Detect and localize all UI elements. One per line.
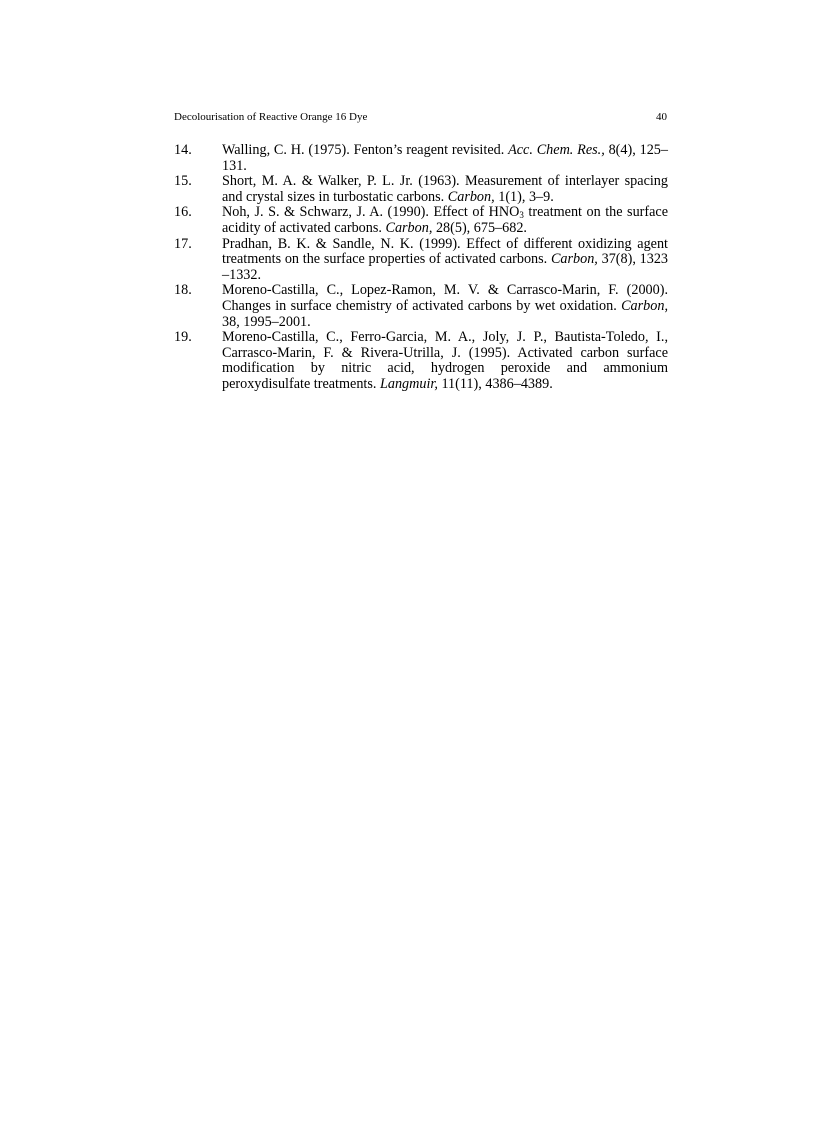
reference-number: 19.	[174, 329, 192, 346]
reference-item	[174, 237, 668, 284]
reference-authors-prefix: Noh, J. S. & Schwarz, J. A. (1990). Effect of HNO	[222, 204, 520, 221]
reference-number: 15.	[174, 173, 192, 190]
reference-number: 17.	[174, 235, 192, 252]
reference-text	[222, 330, 668, 392]
reference-item	[174, 143, 668, 174]
reference-item	[174, 283, 668, 330]
reference-journal: Carbon,	[385, 219, 433, 236]
reference-journal: Carbon,	[550, 251, 598, 268]
reference-text	[222, 205, 668, 236]
reference-journal: Carbon,	[447, 188, 495, 205]
reference-details: 8(4), 125–131.	[222, 142, 668, 174]
reference-number: 14.	[174, 142, 192, 158]
reference-item	[174, 174, 668, 205]
reference-subscript: 3	[519, 210, 524, 221]
reference-text	[222, 283, 668, 330]
reference-journal: Carbon,	[621, 297, 668, 314]
reference-text	[222, 237, 668, 284]
reference-text	[222, 143, 668, 174]
reference-details: 28(5), 675–682.	[432, 219, 527, 236]
reference-authors: Short, M. A. & Walker, P. L. Jr. (1963). Measurement of interlayer spacing and crystal sizes in turbostatic carbons.	[222, 173, 668, 205]
reference-authors: Walling, C. H. (1975). Fenton’s reagent revisited.	[222, 142, 509, 158]
reference-journal: Langmuir,	[379, 375, 438, 392]
reference-details: 1(1), 3–9.	[494, 188, 554, 205]
reference-text	[222, 174, 668, 205]
reference-list	[174, 143, 668, 393]
page-number: 40	[656, 111, 667, 123]
reference-authors: Moreno-Castilla, C., Ferro-Garcia, M. A., Joly, J. P., Bautista-Toledo, I., Carrasco-Marin, F. & Rivera-Utrilla, J. (1995). Activated carbon surface modification by nitric acid, hydrogen peroxide and ammonium peroxydisulfate treatments.	[222, 329, 668, 392]
reference-authors: treatment on the surface acidity of activated carbons.	[222, 204, 669, 236]
running-title: Decolourisation of Reactive Orange 16 Dye	[174, 111, 368, 123]
reference-authors: Pradhan, B. K. & Sandle, N. K. (1999). Effect of different oxidizing agent treatments on the surface properties of activated carbons.	[222, 235, 668, 268]
running-header	[174, 111, 667, 124]
reference-journal: Acc. Chem. Res.,	[508, 142, 605, 158]
reference-item	[174, 205, 668, 236]
reference-item	[174, 330, 668, 392]
reference-details: 38, 1995–2001.	[222, 313, 311, 330]
reference-number: 18.	[174, 282, 192, 299]
reference-authors: Moreno-Castilla, C., Lopez-Ramon, M. V. & Carrasco-Marin, F. (2000). Changes in surface chemistry of activated carbons by wet oxidation.	[222, 282, 668, 314]
reference-number: 16.	[174, 204, 192, 221]
reference-details: 37(8), 1323 –1332.	[222, 251, 669, 283]
reference-details: 11(11), 4386–4389.	[437, 375, 553, 392]
